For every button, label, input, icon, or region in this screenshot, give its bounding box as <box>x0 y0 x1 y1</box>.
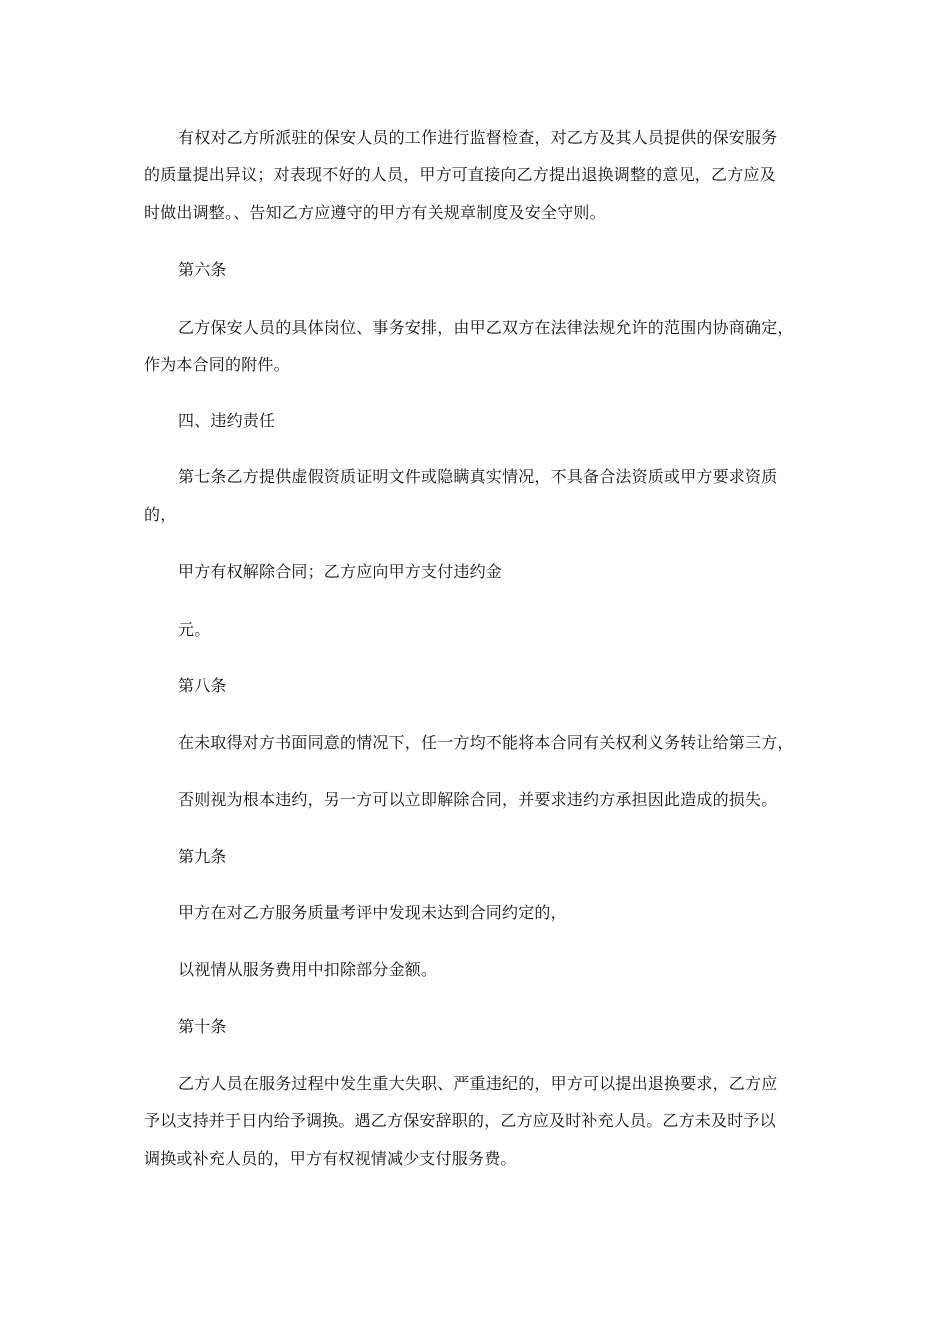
paragraph-line: 以视情从服务费用中扣除部分金额。 <box>178 960 438 979</box>
paragraph-line: 予以支持并于日内给予调换。遇乙方保安辞职的，乙方应及时补充人员。乙方未及时予以 <box>144 1111 776 1130</box>
article-heading: 第九条 <box>178 847 227 866</box>
paragraph-line: 元。 <box>178 620 211 639</box>
paragraph-line: 调换或补充人员的，甲方有权视情减少支付服务费。 <box>144 1149 517 1168</box>
paragraph-line: 第七条乙方提供虚假资质证明文件或隐瞒真实情况，不具备合法资质或甲方要求资质 <box>178 467 778 486</box>
paragraph-line: 有权对乙方所派驻的保安人员的工作进行监督检查，对乙方及其人员提供的保安服务 <box>178 128 778 147</box>
paragraph-line: 的， <box>144 505 177 524</box>
article-heading: 第十条 <box>178 1017 227 1036</box>
paragraph-line: 乙方人员在服务过程中发生重大失职、严重违纪的，甲方可以提出退换要求，乙方应 <box>178 1074 778 1093</box>
paragraph-line: 甲方有权解除合同；乙方应向甲方支付违约金 <box>178 562 503 581</box>
section-heading: 四、违约责任 <box>178 411 276 430</box>
article-heading: 第八条 <box>178 676 227 695</box>
paragraph-line: 甲方在对乙方服务质量考评中发现未达到合同约定的， <box>178 903 567 922</box>
article-heading: 第六条 <box>178 260 227 279</box>
paragraph-line: 乙方保安人员的具体岗位、事务安排，由甲乙双方在法律法规允许的范围内协商确定， <box>178 318 794 337</box>
paragraph-line: 在未取得对方书面同意的情况下，任一方均不能将本合同有关权利义务转让给第三方， <box>178 733 794 752</box>
paragraph-line: 的质量提出异议；对表现不好的人员，甲方可直接向乙方提出退换调整的意见，乙方应及 <box>144 165 776 184</box>
paragraph-line: 否则视为根本违约，另一方可以立即解除合同，并要求违约方承担因此造成的损失。 <box>178 790 778 809</box>
paragraph-line: 作为本合同的附件。 <box>144 355 290 374</box>
paragraph-line: 时做出调整。、告知乙方应遵守的甲方有关规章制度及安全守则。 <box>144 203 606 222</box>
